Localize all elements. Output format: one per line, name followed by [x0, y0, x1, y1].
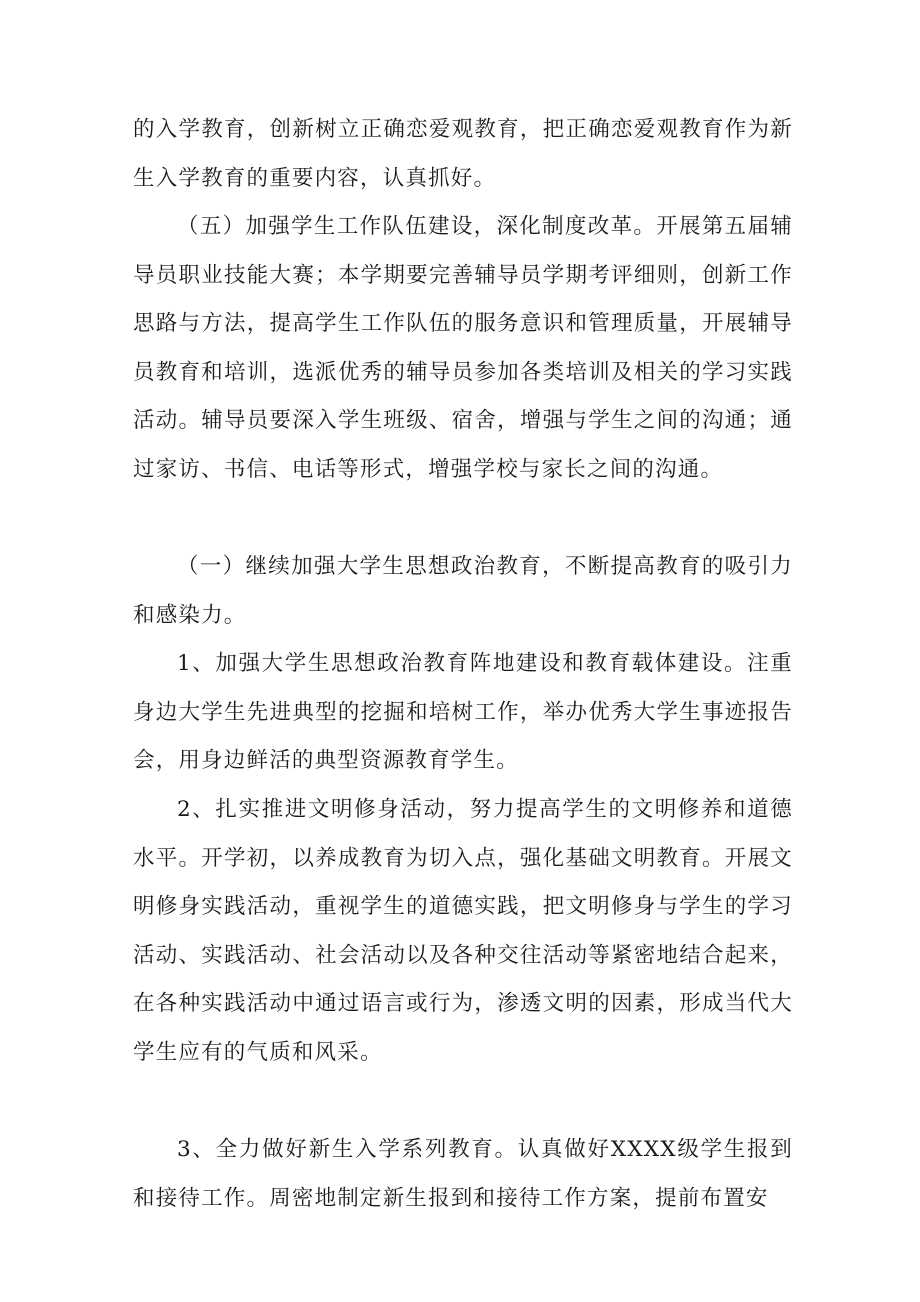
- paragraph-item-1: 1、加强大学生思想政治教育阵地建设和教育载体建设。注重身边大学生先进典型的挖掘和培树工作，举办优秀大学生事迹报告会，用身边鲜活的典型资源教育学生。: [133, 651, 793, 774]
- paragraph-item-2: 2、扎实推进文明修身活动，努力提高学生的文明修养和道德水平。开学初，以养成教育为切入点，强化基础文明教育。开展文明修身实践活动，重视学生的道德实践，把文明修身与学生的学习活动、实践活动、社会活动以及各种交往活动等紧密地结合起来，在各种实践活动中通过语言或行为，渗透文明的因素，形成当代大学生应有的气质和风采。: [133, 797, 793, 1065]
- paragraph-continuation: 的入学教育，创新树立正确恋爱观教育，把正确恋爱观教育作为新生入学教育的重要内容，认真抓好。: [133, 117, 793, 191]
- paragraph-section-one: （一）继续加强大学生思想政治教育，不断提高教育的吸引力和感染力。: [133, 554, 793, 628]
- paragraph-item-3: 3、全力做好新生入学系列教育。认真做好XXXX级学生报到和接待工作。周密地制定新生报到和接待工作方案，提前布置安: [133, 1137, 793, 1211]
- paragraph-section-five: （五）加强学生工作队伍建设，深化制度改革。开展第五届辅导员职业技能大赛；本学期要完善辅导员学期考评细则，创新工作思路与方法，提高学生工作队伍的服务意识和管理质量，开展辅导员教育和培训，选派优秀的辅导员参加各类培训及相关的学习实践活动。辅导员要深入学生班级、宿舍，增强与学生之间的沟通；通过家访、书信、电话等形式，增强学校与家长之间的沟通。: [133, 214, 793, 482]
